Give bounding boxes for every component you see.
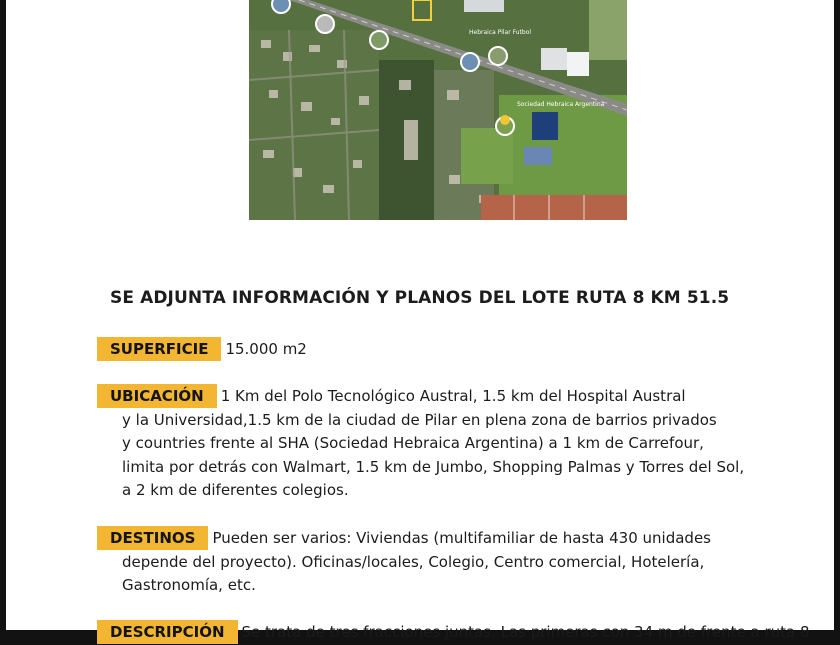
map-label: Sociedad Hebraica Argentina <box>517 101 605 108</box>
map-graphic <box>249 0 627 220</box>
superficie-label: SUPERFICIE <box>97 337 221 361</box>
ubicacion-label: UBICACIÓN <box>97 384 217 408</box>
ubicacion-line: limita por detrás con Walmart, 1.5 km de Jumbo, Shopping Palmas y Torres del Sol, <box>122 457 745 476</box>
section-ubicacion <box>97 384 797 503</box>
map-label: Hebraica Pilar Futbol <box>469 29 532 36</box>
ubicacion-line: y la Universidad,1.5 km de la ciudad de Pilar en plena zona de barrios privados <box>122 410 717 429</box>
destinos-line: Gastronomía, etc. <box>122 576 256 594</box>
section-destinos <box>97 526 797 598</box>
destinos-label: DESTINOS <box>97 526 208 550</box>
destinos-line: depende del proyecto). Oficinas/locales, Colegio, Centro comercial, Hotelería, <box>122 552 705 571</box>
superficie-text: 15.000 m2 <box>225 340 307 358</box>
ubicacion-line: 1 Km del Polo Tecnológico Austral, 1.5 km del Hospital Austral <box>220 387 686 405</box>
document-heading: SE ADJUNTA INFORMACIÓN Y PLANOS DEL LOTE RUTA 8 KM 51.5 <box>110 288 730 308</box>
descripcion-text: Se trata de tres fracciones juntas. Las primeras con 34 m de frente a ruta 8 <box>241 623 810 641</box>
section-superficie <box>97 337 797 362</box>
ubicacion-line: y countries frente al SHA (Sociedad Hebraica Argentina) a 1 km de Carrefour, <box>122 434 704 452</box>
descripcion-label: DESCRIPCIÓN <box>97 620 238 644</box>
section-descripcion <box>97 620 810 645</box>
satellite-map-image <box>249 0 627 220</box>
ubicacion-line: a 2 km de diferentes colegios. <box>122 481 349 499</box>
document-page <box>6 0 834 641</box>
destinos-line: Pueden ser varios: Viviendas (multifamiliar de hasta 430 unidades <box>212 529 711 547</box>
